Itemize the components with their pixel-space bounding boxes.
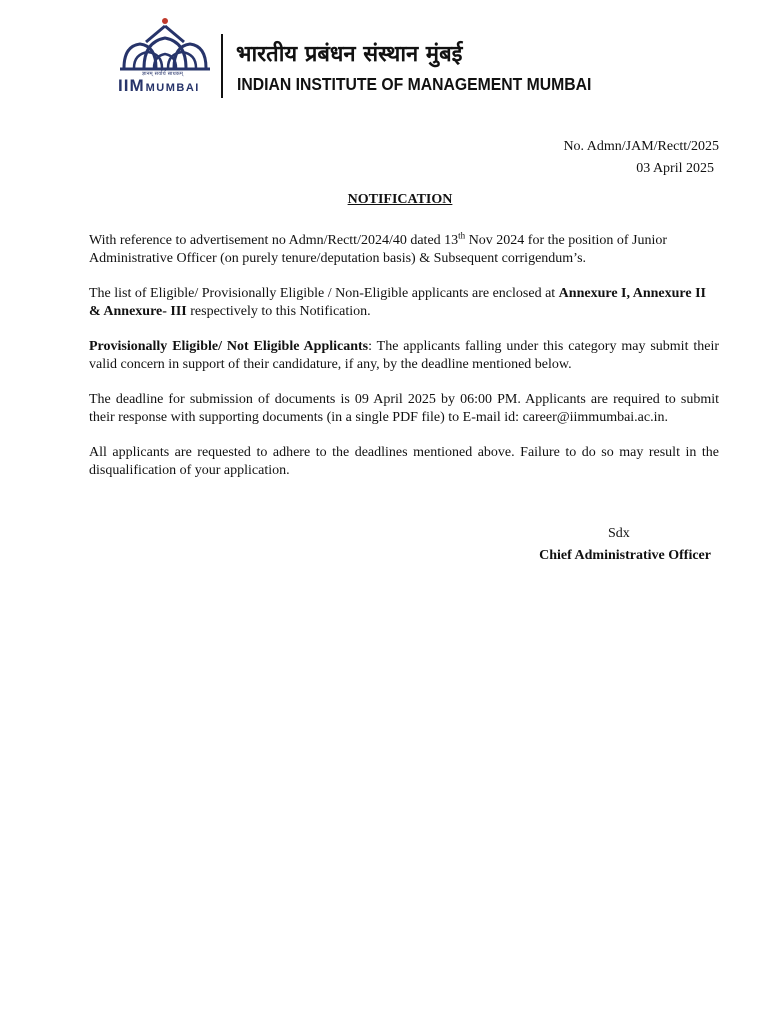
iim-mumbai-emblem-icon [118, 16, 212, 74]
ordinal-suffix: th [458, 230, 466, 241]
paragraph-advertisement-reference [89, 232, 719, 268]
signature-mark: Sdx [608, 526, 630, 541]
signatory-designation: Chief Administrative Officer [539, 548, 711, 563]
reference-block [563, 136, 719, 180]
document-title: NOTIFICATION [347, 192, 453, 207]
logo-wordmark-city: MUMBAI [145, 82, 200, 94]
institute-name-english: INDIAN INSTITUTE OF MANAGEMENT MUMBAI [237, 74, 592, 94]
institute-logo [112, 14, 218, 98]
paragraph-text: The deadline for submission of documents is 09 April 2025 by 06:00 PM. Applicants are required to submit their response with supporting documents (in a single PDF file) to E-mail id: [89, 392, 719, 425]
annexure-reference: Annexure I, Annexure II & Annexure- III [89, 286, 706, 319]
logo-tagline: ज्ञानम् सर्वार्थ साधकम् [142, 71, 184, 77]
paragraph-text: The list of Eligible/ Provisionally Eligible / Non-Eligible applicants are enclosed at [89, 286, 559, 301]
category-heading: Provisionally Eligible/ Not Eligible Applicants [89, 339, 369, 354]
paragraph-annexure-list [89, 285, 719, 321]
paragraph-text: : The applicants falling under this category may submit their valid concern in support of their candidature, if any, by the deadline mentioned below. [89, 339, 719, 372]
paragraph-text: respectively to this Notification. [186, 304, 371, 319]
paragraph-text: Nov 2024 for the position of Junior Administrative Officer (on purely tenure/deputation basis) & Subsequent corrigendum’s. [89, 233, 668, 266]
paragraph-provisional-applicants [89, 338, 719, 374]
logo-wordmark [118, 76, 200, 96]
contact-email[interactable]: career@iimmumbai.ac.in [522, 410, 665, 425]
paragraph-text: . [664, 410, 669, 425]
paragraph-adherence: All applicants are requested to adhere to the deadlines mentioned above. Failure to do so may result in the disqualification of your application. [89, 445, 719, 478]
letterhead [112, 14, 672, 104]
paragraph-deadline [89, 391, 719, 427]
reference-date: 03 April 2025 [636, 161, 714, 176]
paragraph-text: With reference to advertisement no Admn/Rectt/2024/40 dated 13 [89, 233, 459, 248]
reference-number: No. Admn/JAM/Rectt/2025 [563, 139, 719, 154]
document-body [89, 232, 719, 497]
institute-name-hindi: भारतीय प्रबंधन संस्थान मुंबई [236, 42, 463, 67]
logo-wordmark-iim: IIM [118, 76, 145, 95]
letterhead-divider [221, 34, 223, 98]
